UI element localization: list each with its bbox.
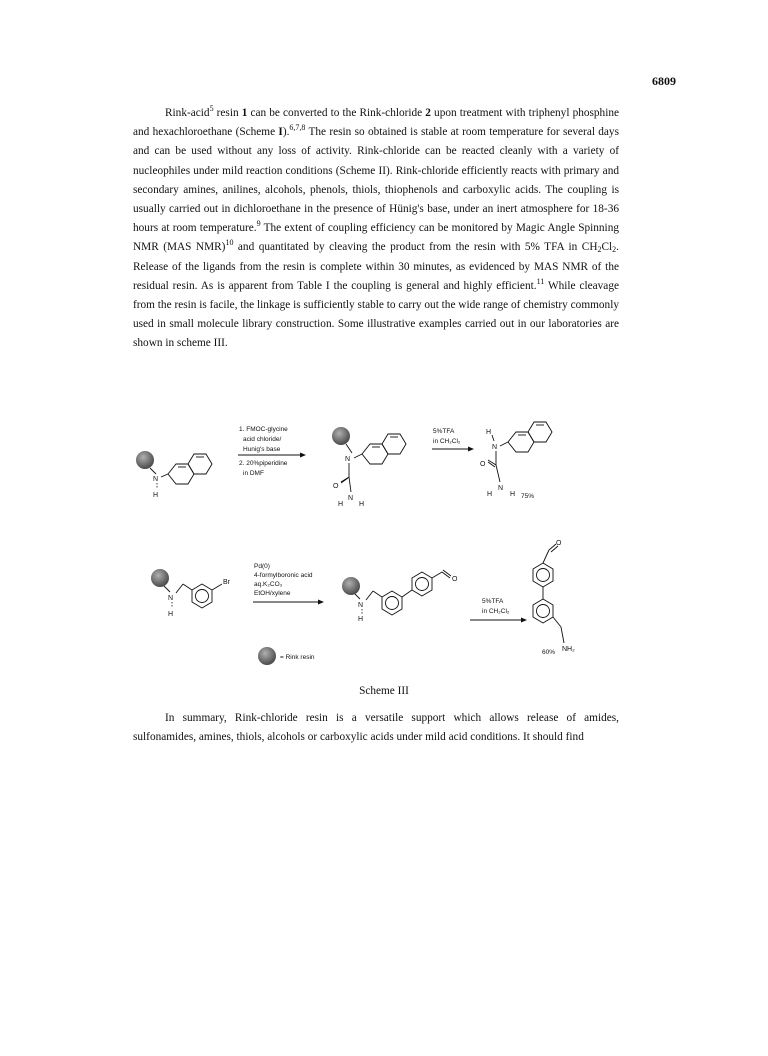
atom-nh2: NH₂ bbox=[562, 646, 575, 653]
condition-text: acid chloride/ bbox=[243, 436, 282, 443]
atom-n: N bbox=[492, 444, 498, 451]
atom-h: H bbox=[153, 492, 159, 499]
atom-h: H bbox=[486, 429, 492, 436]
intermediate-2 bbox=[342, 570, 458, 623]
atom-n: N bbox=[348, 495, 354, 502]
atom-h: H bbox=[358, 616, 364, 623]
naphthalene-ring bbox=[362, 434, 406, 464]
resin-bead bbox=[258, 647, 276, 665]
condition-text: in DMF bbox=[243, 470, 264, 477]
yield-label: 60% bbox=[542, 649, 556, 656]
atom-br: Br bbox=[223, 579, 230, 586]
atom-n: N bbox=[345, 456, 351, 463]
resin-bead bbox=[151, 569, 169, 587]
product-1 bbox=[480, 422, 552, 500]
condition-text: 1. FMOC-glycine bbox=[239, 426, 288, 433]
conditions-cleave-1 bbox=[432, 428, 474, 452]
benzene-ring bbox=[533, 599, 553, 623]
resin-bead bbox=[136, 451, 154, 469]
body-paragraph: Rink-acid$^5$ resin 1 can be converted to the Rink-chloride 2 upon treatment with triphenyl phosphine and hexachloroethane (Scheme I).$^{6,7,8}$ The resin so obtained is stable at room temperature for several days and can be used without any loss of activity. Rink-chloride can be reacted cleanly with a variety of nucleophiles under mild reaction conditions (Scheme II). Rink-chloride efficiently reacts with primary and secondary amines, anilines, alcohols, phenols, thiols, thiophenols and carboxylic acids. The coupling is usually carried out in dichloroethane in the presence of Hünig's base, under an inert atmosphere for 18-36 hours at room temperature.$^9$ The extent of coupling efficiency can be monitored by Magic Angle Spinning NMR (MAS NMR)$^{10}$ and quantitated by cleaving the product from the resin with 5% TFA in $CH_2Cl_2$. Release of the ligands from the resin is complete within 30 minutes, as evidenced by MAS NMR of the residual resin. As is apparent from Table I the coupling is general and highly efficient.$^{11}$ While cleavage from the resin is facile, the linkage is sufficiently stable to carry out the wide range of chemistry commonly used in small molecule library construction. Some illustrative examples carried out in our laboratories are shown in scheme III. bbox=[133, 104, 620, 350]
atom-h: H bbox=[359, 501, 365, 508]
conditions-step1 bbox=[238, 426, 306, 477]
reactant-2 bbox=[151, 569, 231, 618]
benzene-ring bbox=[382, 591, 402, 615]
atom-n: N bbox=[358, 602, 364, 609]
atom-h: H bbox=[487, 491, 493, 498]
atom-h: H bbox=[510, 491, 516, 498]
conditions-cleave-2 bbox=[470, 598, 527, 623]
benzene-ring bbox=[192, 584, 212, 608]
atom-n: N bbox=[153, 476, 159, 483]
legend-text: = Rink resin bbox=[280, 654, 315, 661]
intermediate-1 bbox=[332, 427, 406, 508]
condition-text: in CH₂Cl₂ bbox=[433, 438, 461, 445]
naphthalene-ring bbox=[508, 422, 552, 452]
atom-n: N bbox=[168, 595, 174, 602]
atom-h: H bbox=[168, 611, 174, 618]
atom-n: N bbox=[498, 485, 504, 492]
atom-o: O bbox=[556, 540, 562, 547]
reactant-1 bbox=[136, 451, 212, 499]
condition-text: Pd(0) bbox=[254, 563, 270, 570]
condition-text: EtOH/xylene bbox=[254, 590, 291, 597]
benzene-ring bbox=[412, 572, 432, 596]
condition-text: aq.K₂CO₃ bbox=[254, 581, 283, 588]
atom-o: O bbox=[452, 576, 458, 583]
condition-text: in CH₂Cl₂ bbox=[482, 608, 510, 615]
yield-label: 75% bbox=[521, 493, 535, 500]
atom-o: O bbox=[333, 483, 339, 490]
resin-bead bbox=[342, 577, 360, 595]
condition-text: 5%TFA bbox=[433, 428, 455, 435]
scheme-caption: Scheme III bbox=[359, 685, 409, 697]
summary-paragraph: In summary, Rink-chloride resin is a versatile support which allows release of amides, sulfonamides, amines, thiols, alcohols or carboxylic acids under mild acid conditions. It should find bbox=[133, 712, 619, 744]
conditions-suzuki bbox=[253, 563, 324, 605]
condition-text: 2. 20%piperidine bbox=[239, 460, 288, 467]
resin-legend bbox=[258, 647, 315, 665]
naphthalene-ring bbox=[168, 454, 212, 484]
product-2 bbox=[533, 540, 575, 656]
condition-text: Hunig's base bbox=[243, 446, 281, 453]
page-number: 6809 bbox=[652, 74, 676, 88]
atom-h: H bbox=[338, 501, 344, 508]
benzene-ring bbox=[533, 563, 553, 587]
resin-bead bbox=[332, 427, 350, 445]
condition-text: 5%TFA bbox=[482, 598, 504, 605]
condition-text: 4-formylboronic acid bbox=[254, 572, 313, 579]
atom-o: O bbox=[480, 461, 486, 468]
